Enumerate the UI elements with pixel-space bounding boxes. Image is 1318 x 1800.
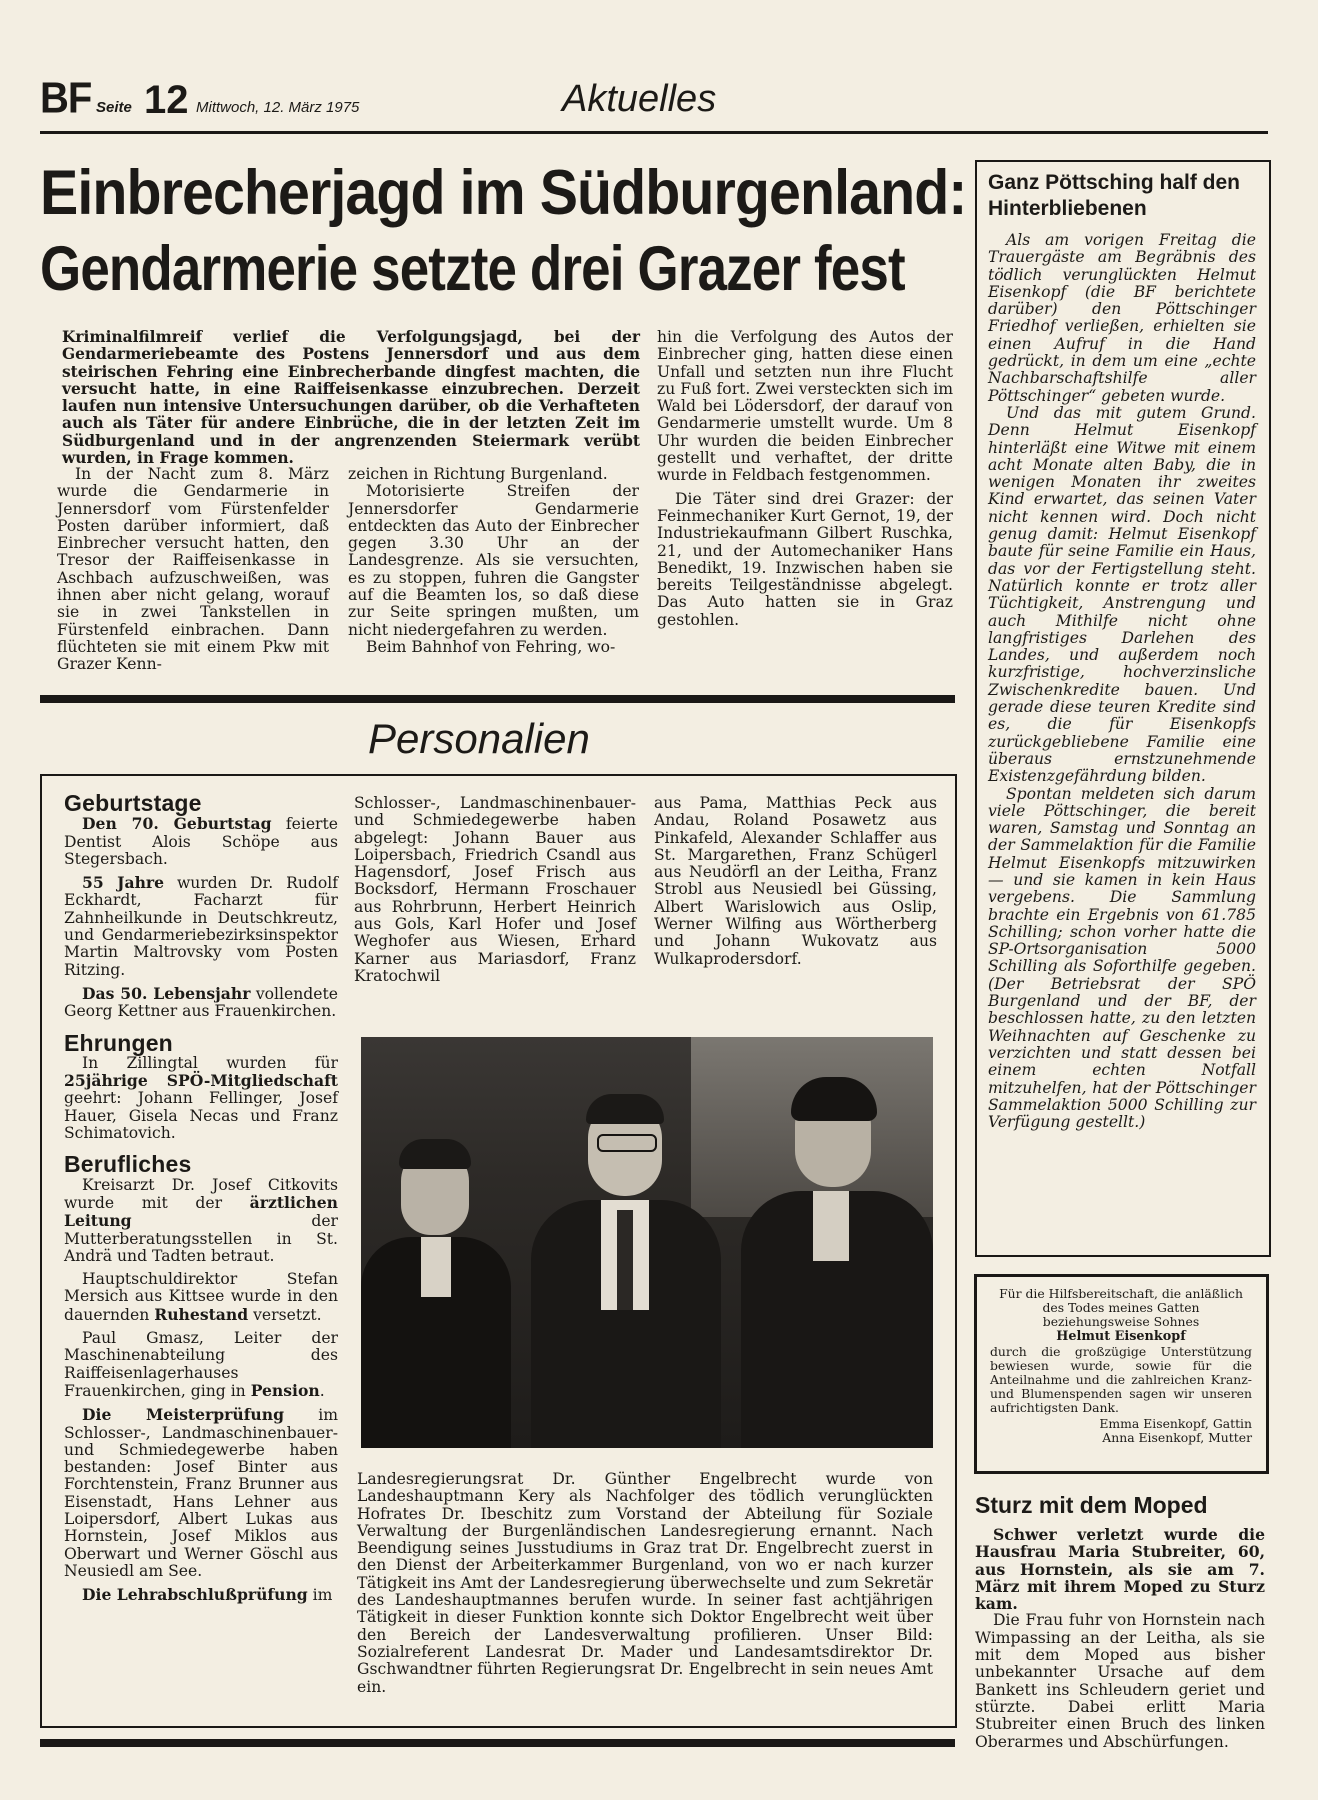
article-column-2 — [348, 466, 639, 656]
sidebar-paragraph-3: Spontan meldeten sich darum viele Pöttschinger, die bereit waren, Samstag und Sonntag an der Sammelaktion für die Familie Helmut Eisenkopfs mitzuwirken — und sie kamen in kein Haus vergebens. Die Sammlung brachte ein Ergebnis von 61.785 Schilling; schon vorher hatte die SP-Ortsorganisation 5000 Schilling als Soforthilfe gegeben. (Der Betriebsrat der SPÖ Burgenland und der BF, der beschlossen hatte, zu den letzten Weihnachten auf Geschenke zu verzichten und statt dessen bei einem echten Notfall mitzuhelfen, hat der Pöttschinger Sammelaktion 5000 Schilling zur Verfügung gestellt.) — [988, 784, 1256, 1132]
thanks-notice-signature-2: Anna Eisenkopf, Mutter — [1102, 1430, 1252, 1445]
personalien-title: Personalien — [368, 715, 590, 762]
bottom-rule — [40, 1739, 955, 1747]
article-column-3 — [657, 329, 953, 629]
article-col1-paragraph: In der Nacht zum 8. März wurde die Gendarmerie in Jennersdorf vom Fürstenfelder Posten darüber informiert, daß Einbrecher versucht hatten, den Tresor der Raiffeisenkasse in Aschbach aufzuschweißen, was ihnen aber nicht gelang, worauf sie in zwei Tankstellen in Fürstenfeld einbrachen. Dann flüchteten sie mit einem Pkw mit Grazer Kenn- — [57, 465, 329, 674]
thanks-notice-text: Für die Hilfsbereitschaft, die anläßlich des Todes meines Gatten beziehungsweise Sohnes — [999, 1286, 1243, 1329]
article-col2-paragraph-3: Beim Bahnhof von Fehring, wo- — [366, 637, 616, 656]
berufliches-item: Die Meisterprüfung im Schlosser-, Landmaschinenbauer- und Schmiedegewerbe haben bestanden: Josef Binter aus Forchtenstein, Franz Brunner aus Eisenstadt, Hans Lehner aus Loipersdorf, Albert Lukas aus Hornstein, Josef Miklos aus Oberwart und Werner Göschl aus Neusiedl am See. — [64, 1405, 338, 1580]
sidebar-headline: Ganz Pöttsching half den Hinterbliebenen — [988, 171, 1241, 220]
personalien-column-1 — [64, 789, 338, 1604]
berufliches-item: Die Lehrabschlußprüfung im — [82, 1585, 333, 1605]
article-col3-paragraph-1: hin die Verfolgung des Autos der Einbrecher ging, hatten diese einen Unfall und setzten nun ihre Flucht zu Fuß fort. Zwei versteckten sich im Wald bei Lödersdorf, der darauf von Gendarmerie umstellt wurde. Um 8 Uhr wurden die beiden Einbrecher gestellt und verhaftet, der dritte wurde in Feldbach festgenommen. — [657, 328, 953, 485]
headline-line-1: Einbrecherjagd im Südburgenland: — [40, 158, 967, 228]
article-col2-paragraph-2: Motorisierte Streifen der Jennersdorfer Gendarmerie entdeckten das Auto der Einbrecher gegen 3.30 Uhr an der Landesgrenze. Als sie versuchten, es zu stoppen, fuhren die Gangster auf die Beamten los, so daß diese zur Seite springen mußten, um nicht niedergefahren zu werden. — [348, 482, 639, 639]
thanks-notice-text-2: durch die großzügige Unterstützung bewiesen wurde, sowie für die Anteilnahme und die zahlreichen Kranz- und Blumenspenden sagen wir unseren aufrichtigsten Dank. — [990, 1344, 1252, 1415]
section-heading-berufliches: Berufliches — [64, 1151, 192, 1178]
section-heading-geburtstage: Geburtstage — [64, 790, 202, 816]
article-column-1 — [57, 466, 329, 674]
geburtstage-item: Den 70. Geburtstag feierte Dentist Alois Schöpe aus Stegersbach. — [64, 814, 338, 868]
geburtstage-item: 55 Jahre wurden Dr. Rudolf Eckhardt, Facharzt für Zahnheilkunde in Deutschkreutz, und Gendarmeriebezirksinspektor Martin Maltrovsky vom Posten Ritzing. — [64, 873, 338, 979]
thanks-notice-signature-1: Emma Eisenkopf, Gattin — [1099, 1416, 1252, 1431]
photo-engelbrecht — [361, 1037, 933, 1448]
photo-person-left — [361, 1117, 511, 1448]
photo-caption: Landesregierungsrat Dr. Günther Engelbrecht wurde von Landeshauptmann Kery als Nachfolger des tödlich verunglückten Hofrates Dr. Ibeschitz zum Vorstand der Abteilung für Soziale Verwaltung der Burgenländischen Landesregierung ernannt. Nach Beendigung seines Jusstudiums in Graz trat Dr. Engelbrecht zuerst in den Dienst der Arbeiterkammer Burgenland, von wo er nach kurzer Tätigkeit ins Amt der Landesregierung überwechselte und zum Sekretär des Landeshauptmannes berufen wurde. In seiner fast achtjährigen Tätigkeit in dieser Funktion konnte sich Doktor Engelbrecht weit über den Bereich der Landesverwaltung profilieren. Unser Bild: Sozialreferent Landesrat Dr. Mader und Landesamtsdirektor Dr. Gschwandtner führten Regierungsrat Dr. Engelbrecht in sein neues Amt ein. — [357, 1470, 933, 1696]
masthead-page-number: 12 — [144, 78, 189, 122]
masthead-rule — [40, 131, 1268, 134]
masthead-date: Mittwoch, 12. März 1975 — [196, 99, 360, 116]
masthead-section: Aktuelles — [562, 78, 717, 120]
article-lead: Kriminalfilmreif verlief die Verfolgungsjagd, bei der Gendarmeriebeamte des Postens Jennersdorf und aus dem steirischen Fehring eine Einbrecherbande dingfest machten, die versucht hatte, in eine Raiffeisenkasse einzubrechen. Derzeit laufen nun intensive Untersuchungen darüber, ob die Verhafteten auch als Täter für andere Einbrüche, die in der letzten Zeit im Südburgenland und in der angrenzenden Steiermark verübt wurden, in Frage kommen. — [62, 328, 640, 468]
article-divider — [40, 695, 955, 703]
thanks-notice — [990, 1287, 1252, 1445]
masthead-seite-label: Seite — [96, 99, 132, 116]
sidebar-paragraph-2: Und das mit gutem Grund. Denn Helmut Eisenkopf hinterläßt eine Witwe mit einem acht Monate alten Baby, die in wenigen Monaten ihr zweites Kind erwartet, das seinen Vater nicht kennen wird. Doch nicht genug damit: Helmut Eisenkopf baute für seine Familie ein Haus, das vor der Fertigstellung steht. Natürlich konnte er trotz aller Tüchtigkeit, Anstrengung und auch Mithilfe nicht ohne langfristiges Darlehen des Landes, und außerdem noch kurzfristige, hochverzinsliche Zwischenkredite bauen. Und gerade diese teuren Kredite sind es, die für Eisenkopfs zurückgebliebene Familie eine überaus ernstzunehmende Existenzgefährdung bilden. — [988, 403, 1256, 786]
sidebar-body — [988, 232, 1256, 1131]
headline-line-2: Gendarmerie setzte drei Grazer fest — [40, 234, 905, 304]
moped-body: Die Frau fuhr von Hornstein nach Wimpassing an der Leitha, als sie mit dem Moped aus bisher unbekannter Ursache auf dem Bankett ins Schleudern geriet und stürzte. Dabei erlitt Maria Stubreiter einen Bruch des linken Oberarmes und Abschürfungen. — [975, 1611, 1265, 1751]
berufliches-item: Paul Gmasz, Leiter der Maschinenabteilung des Raiffeisenlagerhauses Frauenkirchen, ging in Pension. — [64, 1329, 338, 1400]
masthead-logo: BF — [40, 73, 92, 123]
photo-person-center — [531, 1082, 721, 1448]
sidebar-paragraph-1: Als am vorigen Freitag die Trauergäste am Begräbnis des tödlich verunglückten Helmut Eisenkopf (die BF berichtete darüber) den Pöttschinger Friedhof verließen, erhielten sie einen Aufruf in die Hand gedrückt, in dem um eine „echte Nachbarschaftshilfe aller Pöttschinger“ gebeten wurde. — [988, 231, 1256, 405]
article-col3-paragraph-2: Die Täter sind drei Grazer: der Feinmechaniker Kurt Gernot, 19, der Industriekaufmann Gilbert Ruschka, 21, und der Automechaniker Hans Benedikt, 19. Inzwischen haben sie bereits Teilgeständnisse abgelegt. Das Auto hatten sie in Graz gestohlen. — [657, 489, 953, 629]
moped-article — [975, 1526, 1265, 1751]
geburtstage-item: Das 50. Lebensjahr vollendete Georg Kettner aus Frauenkirchen. — [64, 983, 338, 1021]
ehrungen-item: In Zillingtal wurden für 25jährige SPÖ-Mitgliedschaft geehrt: Johann Fellinger, Josef Hauer, Gisela Necas und Franz Schimatovich. — [64, 1053, 338, 1143]
moped-headline: Sturz mit dem Moped — [975, 1492, 1208, 1518]
article-col2-paragraph-1: zeichen in Richtung Burgenland. — [348, 465, 608, 483]
section-heading-ehrungen: Ehrungen — [64, 1029, 173, 1056]
personalien-column-3: aus Pama, Matthias Peck aus Andau, Roland Posawetz aus Pinkafeld, Alexander Schlaffer aus St. Margarethen, Franz Schügerl aus Neudörfl an der Leitha, Franz Strobl aus Neusiedl bei Güssing, Albert Warislowich aus Oslip, Werner Wilfing aus Wörtherberg und Johann Wukovatz aus Wulkaprodersdorf. — [654, 794, 937, 968]
personalien-column-2: Schlosser-, Landmaschinenbauer- und Schmiedegewerbe haben abgelegt: Johann Bauer aus Loipersbach, Friedrich Csandl aus Hagensdorf, Josef Frisch aus Bocksdorf, Hermann Froschauer aus Rohrbrunn, Herbert Heinrich aus Gols, Karl Hofer und Josef Weghofer aus Wiesen, Erhard Karner aus Mariasdorf, Franz Kratochwil — [354, 794, 636, 985]
moped-lead: Schwer verletzt wurde die Hausfrau Maria Stubreiter, 60, aus Hornstein, als sie am 7. März mit ihrem Moped zu Sturz kam. — [975, 1525, 1265, 1614]
berufliches-item: Hauptschuldirektor Stefan Mersich aus Kittsee wurde in den dauernden Ruhestand versetzt. — [64, 1270, 338, 1324]
thanks-notice-name: Helmut Eisenkopf — [1056, 1329, 1186, 1344]
berufliches-item: Kreisarzt Dr. Josef Citkovits wurde mit der ärztlichen Leitung der Mutterberatungsstellen in St. Andrä und Tadten betraut. — [64, 1175, 338, 1265]
photo-person-right — [741, 1067, 933, 1448]
